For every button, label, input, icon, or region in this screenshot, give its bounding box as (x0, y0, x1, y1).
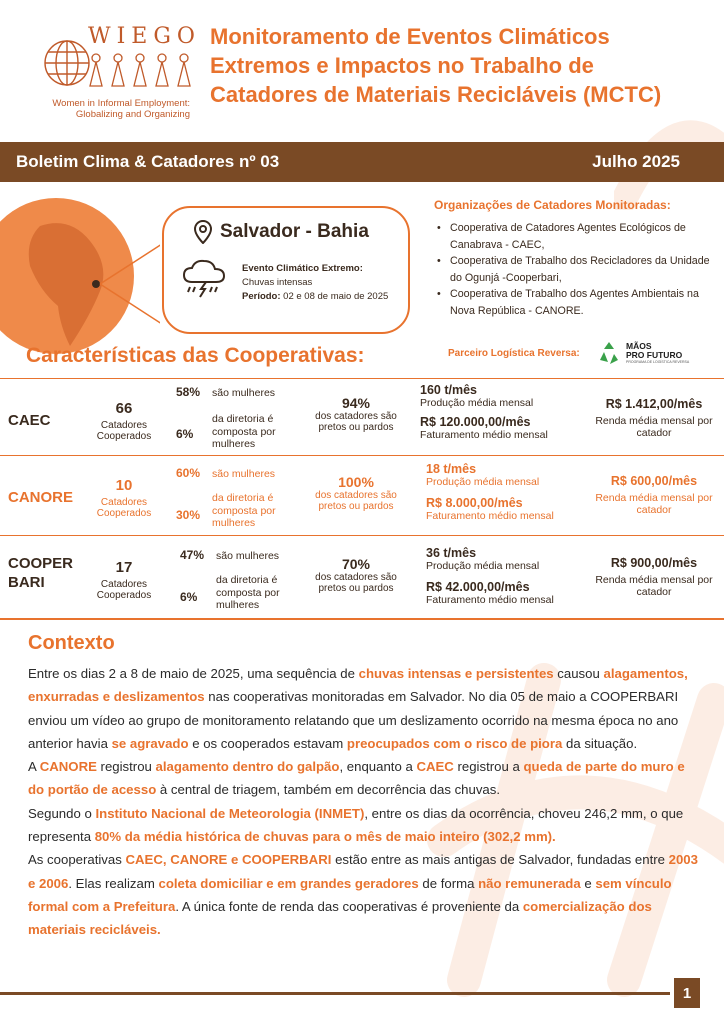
coop-name-line-1: COOPER (8, 555, 74, 572)
text-span: Entre os dias 2 a 8 de maio de 2025, uma sequência de (28, 666, 359, 681)
table-row (0, 378, 724, 456)
tagline-line-1: Women in Informal Employment: (52, 98, 190, 109)
text-span: de forma (418, 875, 479, 891)
highlight-span: Instituto Nacional de Meteorologia (INMET) (95, 805, 365, 821)
income-value: R$ 600,00/mês (610, 474, 698, 488)
logo-wordmark: WIEGO (88, 24, 201, 49)
period-value: 02 e 08 de maio de 2025 (280, 291, 389, 302)
income-stat (586, 474, 722, 516)
orgs-list (434, 220, 716, 319)
text-span: e os cooperados estavam (188, 735, 347, 751)
text-span: . Elas realizam (68, 875, 159, 891)
title-line-2: Extremos e Impactos no Trabalho de (210, 53, 594, 78)
highlight-span: CANORE (39, 759, 97, 775)
pct-women: 47% (180, 548, 205, 562)
text-span: nas cooperativas monitoradas em Salvador. No dia 05 de maio a COOPERBARI enviou um vídeo ao grupo de monitoramento relatando que um deslizamento ocorrido na mesma época no ano anterior havia (28, 689, 679, 751)
page-header (0, 0, 724, 140)
text-span: à central de triagem, também em decorrência das chuvas. (156, 782, 501, 798)
globe-logo-icon (42, 30, 92, 96)
list-item: • Cooperativa de Catadores Agentes Ecológicos de Canabrava - CAEC, (434, 220, 716, 253)
income-stat (586, 397, 722, 439)
highlight-span: não remunerada (478, 875, 581, 891)
text-span: Segundo o (28, 805, 96, 821)
globe-map-icon (0, 196, 160, 356)
highlight-span: alagamento dentro do galpão (155, 759, 340, 775)
board-label: da diretoria é composta por mulheres (212, 413, 276, 450)
coop-count-label: Catadores Cooperados (96, 497, 152, 519)
revenue-label: Faturamento médio mensal (420, 429, 548, 441)
income-label: Renda média mensal por catador (595, 574, 713, 598)
text-span: registrou (96, 759, 156, 775)
map-pin-icon (194, 220, 212, 244)
women-label: são mulheres (212, 468, 276, 480)
pct-women: 58% (176, 385, 201, 399)
page-title (210, 22, 710, 109)
period-label: Período: (242, 291, 281, 302)
coop-count-label: Catadores Cooperados (96, 579, 152, 601)
revenue-value: R$ 42.000,00/mês (426, 580, 530, 594)
revenue-label: Faturamento médio mensal (426, 510, 554, 522)
highlight-span: 80% da média histórica de chuvas para o mês de maio inteiro (302,2 mm). (94, 829, 556, 845)
black-stat (314, 474, 398, 512)
context-body (28, 662, 700, 942)
prod-label: Produção média mensal (420, 397, 534, 409)
table-row (0, 458, 724, 536)
list-item: • Cooperativa de Trabalho dos Recicladores da Unidade do Ogunjá -Cooperbari, (434, 253, 716, 286)
highlight-span: queda de parte do muro e do portão de acesso (28, 759, 685, 798)
highlight-span: comercialização dos materiais recicláveis. (28, 898, 652, 938)
orgs-title: Organizações de Catadores Monitoradas: (434, 198, 671, 212)
title-line-3: Catadores de Materiais Recicláveis (MCTC) (210, 82, 662, 107)
prod-value: 36 t/mês (426, 546, 477, 560)
coop-count: 10 (115, 477, 133, 494)
bulletin-band (0, 142, 724, 182)
income-label: Renda média mensal por catador (595, 415, 713, 439)
revenue-label: Faturamento médio mensal (426, 594, 554, 606)
black-label: dos catadores são pretos ou pardos (315, 490, 397, 512)
income-value: R$ 1.412,00/mês (605, 397, 703, 411)
footer-divider (0, 992, 670, 995)
event-label: Evento Climático Extremo: (242, 263, 363, 274)
city-name: Salvador - Bahia (220, 221, 369, 242)
partner-logo (596, 340, 689, 366)
income-label: Renda média mensal por catador (595, 492, 713, 516)
text-span: . A única fonte de renda das cooperativas é proveniente da (175, 898, 523, 914)
highlight-span: alagamentos, enxurradas e deslizamentos (28, 666, 688, 705)
coop-count-label: Catadores Cooperados (96, 420, 152, 442)
pct-black: 70% (341, 556, 371, 572)
location-title (194, 220, 369, 244)
highlight-span: CAEC (416, 759, 454, 775)
logo-tagline (40, 98, 190, 120)
black-stat (314, 556, 398, 594)
production-stat (420, 383, 580, 441)
text-span: As cooperativas (28, 852, 126, 868)
black-label: dos catadores são pretos ou pardos (315, 572, 397, 594)
black-label: dos catadores são pretos ou pardos (315, 411, 397, 433)
recycle-icon (596, 340, 622, 366)
pct-board: 30% (176, 508, 201, 522)
event-value: Chuvas intensas (242, 277, 313, 288)
context-paragraph-1 (28, 662, 700, 755)
women-label: são mulheres (212, 387, 276, 399)
bulletin-date: Julho 2025 (592, 152, 680, 171)
event-info (242, 262, 388, 304)
wiego-logo (40, 20, 200, 120)
board-label: da diretoria é composta por mulheres (212, 492, 276, 529)
highlight-span: sem vínculo formal com a Prefeitura (28, 875, 672, 914)
title-line-1: Monitoramento de Eventos Climáticos (210, 24, 610, 49)
partner-sub: PROGRAMA DE LOGÍSTICA REVERSA (626, 360, 690, 364)
income-stat (586, 556, 722, 598)
production-stat (426, 546, 586, 606)
section-title-characteristics: Características das Cooperativas: (26, 344, 365, 367)
context-paragraph-4 (28, 848, 700, 941)
text-span: da situação. (562, 735, 638, 751)
text-span: , enquanto a (339, 759, 417, 775)
context-paragraph-3 (28, 802, 700, 849)
women-figures-icon (86, 52, 196, 94)
highlight-span: chuvas intensas e persistentes (358, 666, 554, 681)
coop-name: CANORE (8, 489, 74, 506)
tagline-line-2: Globalizing and Organizing (75, 109, 190, 120)
prod-label: Produção média mensal (426, 476, 540, 488)
coop-name: CAEC (8, 412, 51, 429)
highlight-span: preocupados com o risco de piora (346, 735, 563, 751)
text-span: registrou a (453, 759, 524, 775)
prod-label: Produção média mensal (426, 560, 540, 572)
rain-cloud-icon (180, 256, 228, 300)
text-span: A (28, 759, 40, 775)
coop-name-line-2: BARI (8, 574, 45, 591)
revenue-value: R$ 8.000,00/mês (426, 496, 523, 510)
location-card (162, 206, 410, 334)
text-span: , entre os dias da ocorrência, choveu 246,2 mm, o que representa (28, 805, 684, 845)
coop-count: 17 (115, 559, 133, 576)
list-item: • Cooperativa de Trabalho dos Agentes Ambientais na Nova República - CANORE. (434, 286, 716, 319)
pct-board: 6% (176, 427, 194, 441)
coop-count: 66 (115, 400, 133, 417)
pct-women: 60% (176, 466, 201, 480)
table-row (0, 538, 724, 620)
board-label: da diretoria é composta por mulheres (216, 574, 280, 611)
highlight-span: CAEC, CANORE e COOPERBARI (125, 852, 332, 868)
text-span: e (580, 875, 596, 891)
black-stat (314, 395, 398, 433)
context-paragraph-2 (28, 755, 700, 802)
coop-name (8, 554, 73, 592)
bulletin-title: Boletim Clima & Catadores nº 03 (16, 152, 280, 171)
revenue-value: R$ 120.000,00/mês (420, 415, 531, 429)
highlight-span: se agravado (111, 735, 189, 751)
prod-value: 160 t/mês (420, 383, 477, 397)
women-label: são mulheres (216, 550, 280, 562)
pct-black: 100% (338, 474, 374, 490)
pct-board: 6% (180, 590, 198, 604)
highlight-span: coleta domiciliar e em grandes geradores (158, 875, 419, 891)
text-span: estão entre as mais antigas de Salvador, fundadas entre (331, 852, 669, 868)
context-title: Contexto (28, 632, 115, 654)
production-stat (426, 462, 586, 522)
income-value: R$ 900,00/mês (610, 556, 698, 570)
page-number: 1 (674, 978, 700, 1008)
pct-black: 94% (341, 395, 371, 411)
partner-name-2: PRO FUTURO (626, 350, 683, 360)
partner-name-1: MÃOS (626, 341, 652, 351)
prod-value: 18 t/mês (426, 462, 477, 476)
text-span: causou (553, 666, 604, 681)
highlight-span: 2003 e 2006 (28, 852, 698, 891)
partner-label: Parceiro Logística Reversa: (448, 348, 580, 359)
